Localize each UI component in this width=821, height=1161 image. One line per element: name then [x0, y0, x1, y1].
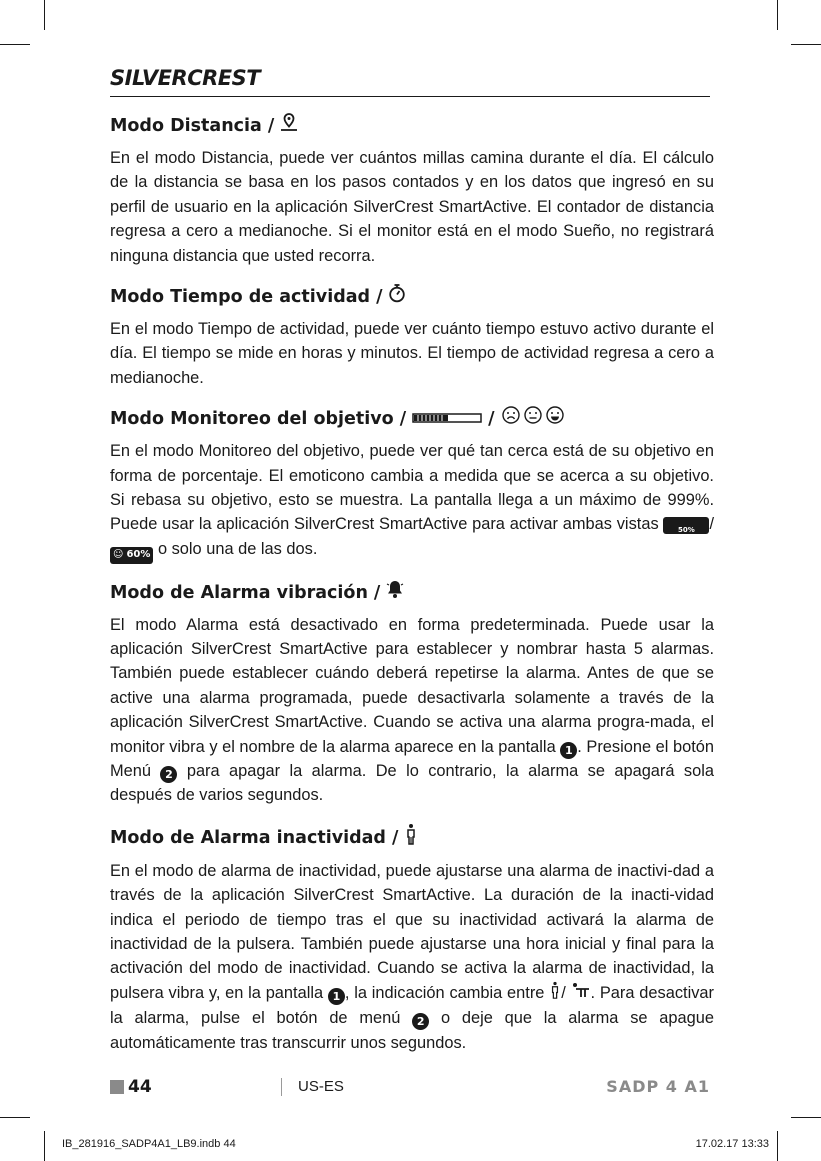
- section-title: Modo Distancia: [110, 116, 262, 136]
- section-heading-vibration-alarm: [110, 579, 714, 607]
- body-text: . Para desactivar la alarma, pulse el botón de menú: [110, 983, 714, 1028]
- heading-separator: /: [391, 827, 399, 848]
- body-text: , la indicación cambia entre: [344, 983, 545, 1002]
- section-body: En el modo Monitoreo del objetivo, puede ver qué tan cerca está de su objetivo en forma de porcentaje. El emoticono cambia a medida que se acerca a su objetivo. Si rebasa su objetivo, esto se muestra. La pantalla llega a un máximo de 999%. Puede usar la aplicación SilverCrest SmartActive para activar ambas vistas 50% / ☺ 60% o solo una de las dos.: [110, 439, 714, 563]
- section-title: Modo Monitoreo del objetivo: [110, 409, 394, 430]
- body-text: para apagar la alarma. De lo contrario, la alarma se apagará sola después de varios segundos.: [110, 762, 714, 805]
- body-text: En el modo de alarma de inactividad, puede ajustarse una alarma de inactivi-dad a través de la aplicación SilverCrest SmartActive. La duración de la inacti-vidad indica el periodo de tiempo tras el que su inactividad activará la alarma de inactividad de la pulsera. También puede ajustarse una hora inicial y final para la activación del modo de inactividad. Cuando se activa la alarma de inactividad, la pulsera vibra y, en la pantalla: [110, 861, 714, 1002]
- heading-separator: /: [376, 287, 383, 308]
- footer-divider: [281, 1078, 282, 1096]
- smiley-icon: ☺: [113, 548, 124, 560]
- bar-track: [667, 545, 705, 547]
- footer-square-icon: [110, 1080, 124, 1094]
- body-text: o solo una de las dos.: [157, 539, 318, 558]
- crop-mark: [777, 0, 778, 30]
- bar-label: 50%: [678, 526, 695, 535]
- happy-face-icon: [545, 405, 565, 433]
- pill-label: 60%: [126, 548, 151, 560]
- body-text: El modo Alarma está desactivado en forma predeterminada. Puede usar la aplicación SilverCrest SmartActive para establecer y nombrar hasta 5 alarmas. También puede establecer cuándo deberá repetirse la alarma. Antes de que se active una alarma programada, puede desactivarla solamente a través de la aplicación SilverCrest SmartActive. Cuando se activa una alarma progra-mada, el monitor vibra y el nombre de la alarma aparece en la pantalla: [110, 615, 714, 756]
- crop-mark: [777, 1131, 778, 1161]
- crop-mark: [44, 1131, 45, 1161]
- ref-number: 2: [160, 766, 177, 783]
- crop-mark: [0, 1117, 30, 1118]
- ref-number: 2: [412, 1013, 429, 1030]
- emoticon-percent-display: [110, 547, 153, 564]
- crop-mark: [0, 44, 30, 45]
- brand-logo: SILVERCREST: [110, 66, 261, 90]
- language-code: US-ES: [298, 1078, 344, 1095]
- heading-separator: /: [267, 116, 275, 136]
- section-title: Modo de Alarma vibración: [110, 582, 368, 603]
- standing-person-icon: [549, 981, 561, 1006]
- page-content: [110, 112, 714, 1070]
- header-rule: [110, 96, 710, 97]
- ref-number: 1: [560, 742, 577, 759]
- section-heading-inactivity-alarm: [110, 823, 714, 853]
- heading-separator: /: [373, 582, 381, 603]
- print-slug-date: 17.02.17 13:33: [695, 1138, 769, 1150]
- model-number: SADP 4 A1: [606, 1077, 710, 1096]
- standing-person-icon: [404, 823, 418, 853]
- ref-number: 1: [328, 988, 345, 1005]
- location-pin-icon: [280, 112, 298, 140]
- percent-bar-display: [663, 517, 709, 534]
- section-title: Modo de Alarma inactividad: [110, 827, 386, 848]
- sad-face-icon: [501, 405, 521, 433]
- section-body: En el modo Distancia, puede ver cuántos millas camina durante el día. El cálculo de la distancia se basa en los pasos contados y en los datos que ingresó en su perfil de usuario en la aplicación SilverCrest SmartActive. El contador de distancia regresa a cero a medianoche. Si el monitor está en el modo Sueño, no registrará ninguna distancia que usted recorra.: [110, 149, 714, 265]
- section-heading-distance: [110, 112, 714, 140]
- crop-mark: [791, 44, 821, 45]
- body-text: . Presione el botón Menú: [110, 737, 714, 781]
- body-text: o deje que la alarma se apague automáticamente tras transcurrir unos segundos.: [110, 1009, 714, 1052]
- body-text: En el modo Monitoreo del objetivo, puede ver qué tan cerca está de su objetivo en forma de porcentaje. El emoticono cambia a medida que se acerca a su objetivo. Si rebasa su objetivo, esto se muestra. La pantalla llega a un máximo de 999%. Puede usar la aplicación SilverCrest SmartActive para activar ambas vistas: [110, 442, 714, 534]
- page-number: 44: [128, 1077, 152, 1097]
- bell-icon: [386, 579, 404, 607]
- walking-person-icon: [571, 981, 591, 1005]
- section-body: [110, 613, 714, 808]
- page-footer: [110, 1077, 710, 1099]
- crop-mark: [791, 1117, 821, 1118]
- section-body: En el modo de alarma de inactividad, puede ajustarse una alarma de inactivi-dad a través de la aplicación SilverCrest SmartActive. La duración de la inacti-vidad indica el periodo de tiempo tras el que su inactividad activará la alarma de inactividad de la pulsera. También puede ajustarse una hora inicial y final para la activación del modo de inactividad. Cuando se activa la alarma de inactividad, la pulsera vibra y, en la pantalla 1 , la indicación cambia entre / . Para desactivar la alarma, pulse el botón de menú 2 o deje que la alarma se apague automáticamente tras transcurrir unos segundos.: [110, 861, 714, 1052]
- heading-separator: /: [399, 409, 407, 430]
- crop-mark: [44, 0, 45, 30]
- heading-separator: /: [488, 409, 495, 430]
- stopwatch-icon: [388, 283, 406, 311]
- section-heading-activity-time: [110, 283, 714, 311]
- progress-bar-icon: [412, 406, 482, 432]
- section-heading-goal: [110, 405, 714, 433]
- print-slug-file: IB_281916_SADP4A1_LB9.indb 44: [62, 1138, 236, 1150]
- section-title: Modo Tiempo de actividad: [110, 287, 371, 308]
- neutral-face-icon: [523, 405, 543, 433]
- section-body: En el modo Tiempo de actividad, puede ver cuánto tiempo estuvo activo durante el día. El tiempo se mide en horas y minutos. El tiempo de actividad regresa a cero a medianoche.: [110, 320, 714, 387]
